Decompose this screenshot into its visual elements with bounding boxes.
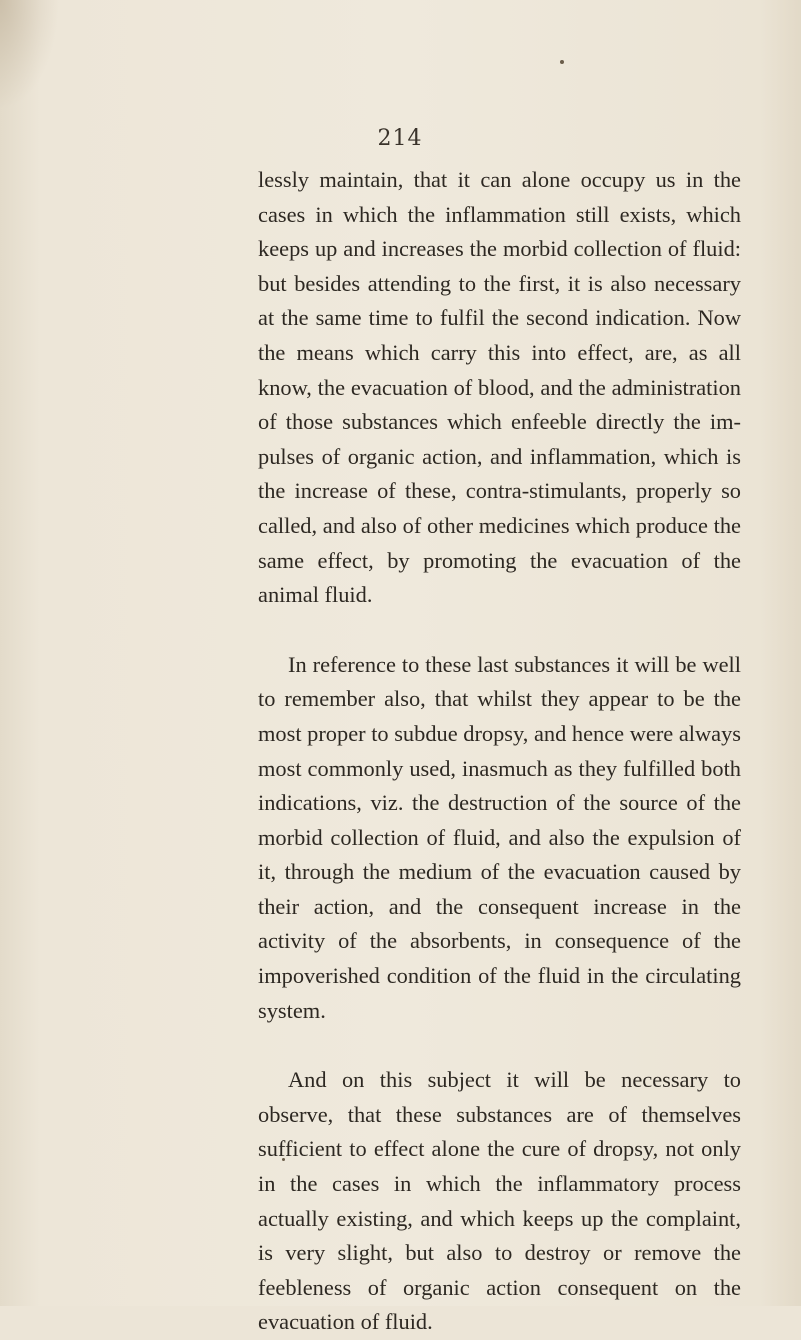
body-text (258, 163, 741, 1340)
paragraph-2: In reference to these last substances it will be well to remember also, that whilst they appear to be the most proper to subdue dropsy, and hence were always most commonly used, inasmuch as they fulfilled both indications, viz. the destruction of the source of the morbid collection of fluid, and also the expulsion of it, through the medium of the evacuation caused by their action, and the consequent increase in the activity of the absorbents, in consequence of the impoverished condition of the fluid in the circulating system. (258, 651, 741, 1023)
paper-speck (560, 60, 564, 64)
page-corner-shadow (0, 0, 60, 110)
paragraph-1: lessly maintain, that it can alone occupy us in the cases in which the inflammation still exists, which keeps up and increases the morbid collection of fluid: but besides attending to the first, it is also necessary at the same time to fulfil the second indication. Now the means which carry this into effect, are, as all know, the evacuation of blood, and the administration of those substances which enfeeble directly the im- pulses of organic action, and inflammation, which is the increase of these, contra-stimulants, properly so called, and also of other medicines which produce the same effect, by promoting the evacuation of the animal fluid. (258, 167, 741, 608)
page-number: 214 (377, 126, 423, 151)
paragraph-gap (258, 613, 741, 648)
paragraph-gap (258, 1028, 741, 1063)
paragraph-3: And on this subject it will be necessary to observe, that these substances are of themselves sufficient to effect alone the cure of dropsy, not only in the cases in which the inflammatory process actually existing, and which keeps up the complaint, is very slight, but also to destroy or remove the feebleness of organic action consequent on the evacuation of fluid. (258, 1067, 741, 1335)
